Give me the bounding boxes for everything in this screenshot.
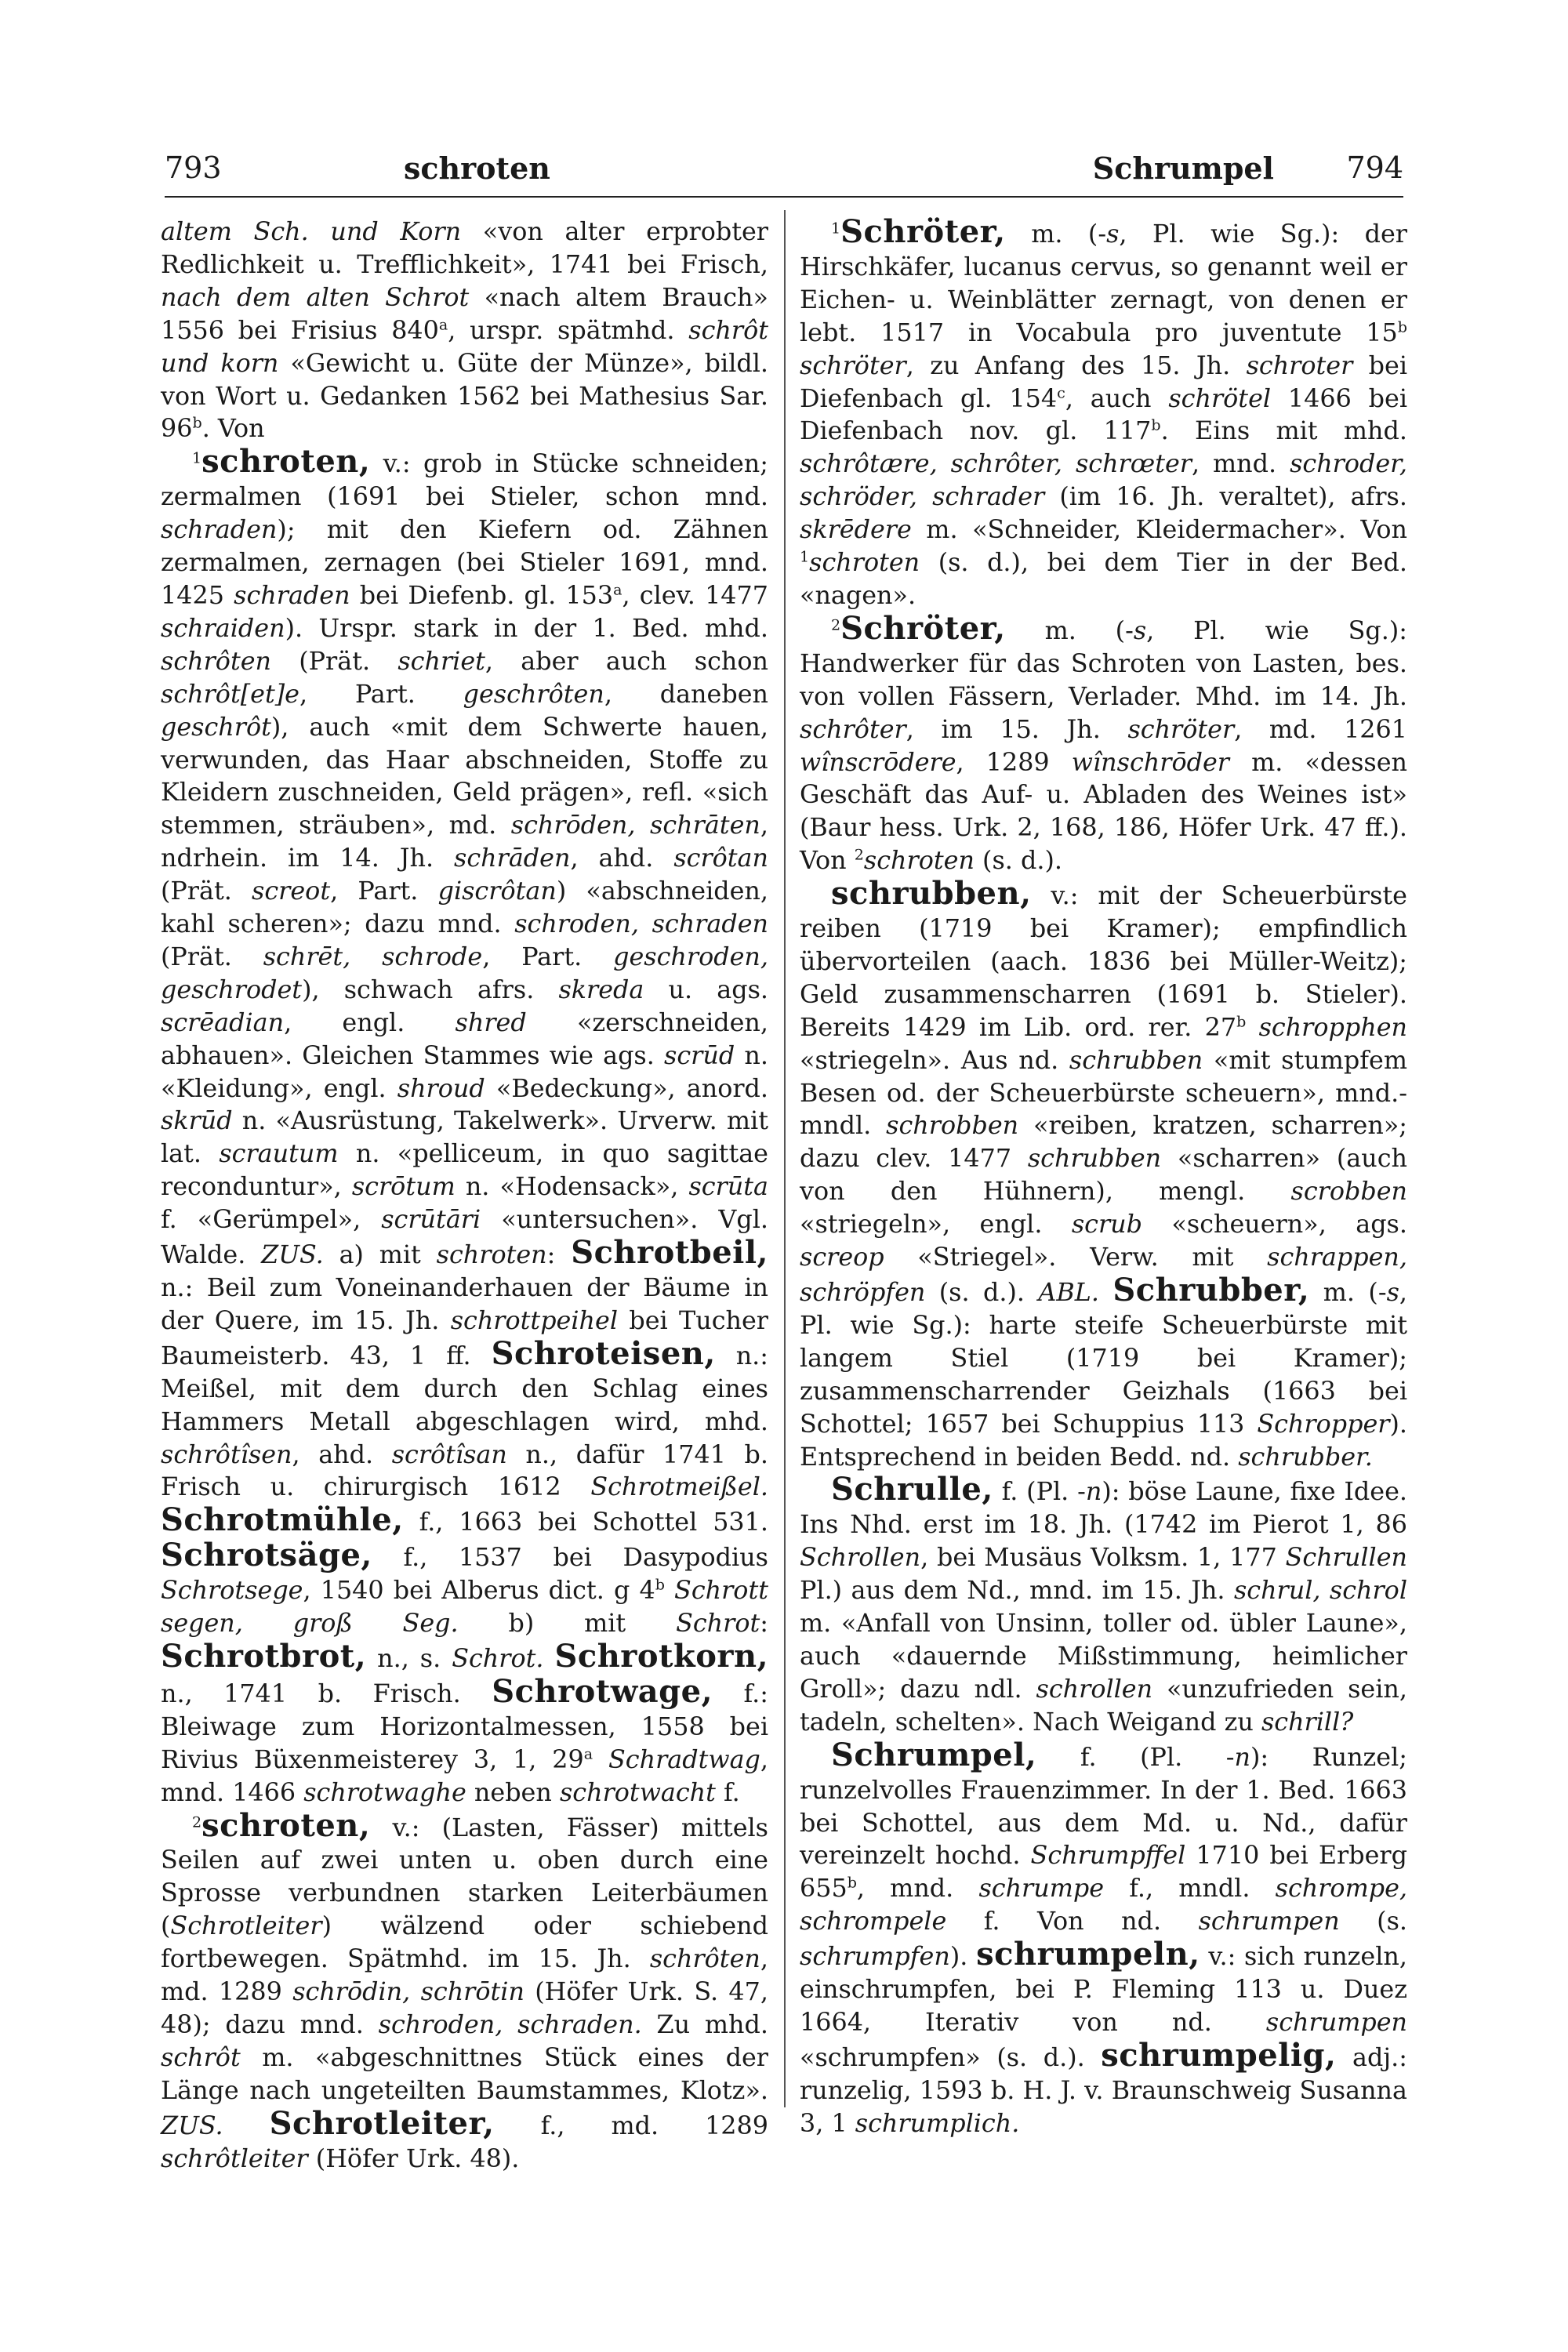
italic-text: scrôtan — [673, 844, 768, 873]
superscript: 1 — [800, 548, 810, 566]
text-fragment: , ndrhein. im 14. Jh. — [161, 811, 768, 873]
text-fragment: , Part. — [330, 877, 438, 906]
italic-text: schrôtære, schrôter, schrœter — [800, 449, 1192, 479]
italic-text: Schrollen — [800, 1543, 921, 1573]
italic-text: Schrot. — [452, 1643, 544, 1673]
text-fragment: (Prät. — [161, 877, 252, 906]
text-fragment: Zu mhd. — [641, 2009, 768, 2039]
page-number-right: 794 — [1346, 151, 1403, 185]
italic-text: schrumpfen — [800, 1942, 950, 1972]
italic-text: schrumpen — [1198, 1907, 1340, 1936]
text-fragment: f., md. 1289 — [494, 2111, 768, 2140]
text-fragment: n., s. — [366, 1643, 452, 1673]
headword: Schrubber, — [1112, 1272, 1310, 1308]
guide-word-right: Schrumpel — [1092, 151, 1274, 186]
italic-text: n — [1234, 1742, 1250, 1772]
italic-text: shroud — [397, 1073, 485, 1103]
italic-text: schrumpen — [1265, 2007, 1407, 2037]
headword: schrumpelig, — [1101, 2036, 1337, 2074]
text-fragment: , Part. — [299, 679, 463, 709]
text-fragment: , Pl. wie Sg.): der Hirschkäfer, lucanus cervus, so genannt weil er Eichen- u. Weinblätter zernagt, von denen er lebt. 1517 in Vocabula pro juventute 15 — [800, 220, 1407, 347]
text-fragment: : — [760, 1609, 768, 1639]
italic-text: schraiden — [161, 613, 285, 643]
text-fragment: (s. d.), bei dem Tier in der Bed. «nagen». — [800, 548, 1407, 610]
superscript: 2 — [192, 1813, 202, 1831]
italic-text: Schrotleiter — [170, 1911, 322, 1941]
text-fragment: bei Diefenb. gl. 153 — [350, 580, 614, 610]
text-fragment: Pl.) aus dem Nd., mnd. im 15. Jh. — [800, 1576, 1234, 1606]
text-fragment: ), schwach afrs. — [302, 975, 559, 1004]
text-fragment: n., dafür 1741 b. Frisch u. chirurgisch 1612 — [161, 1439, 768, 1502]
text-fragment: , engl. — [284, 1007, 456, 1037]
text-fragment: «Gewicht u. Güte der Münze», bildl. von Wort u. Gedanken 1562 bei Mathesius Sar. 96 — [161, 348, 768, 444]
page-number-left: 793 — [165, 151, 222, 185]
text-fragment: , Pl. wie Sg.): harte steife Scheuerbürste mit langem Stiel (1719 bei Kramer); zusammenscharrender Geizhals (1663 bei Schottel; 1657 bei Schuppius 113 — [800, 1278, 1407, 1439]
superscript: b — [847, 1874, 857, 1892]
superscript: b — [655, 1576, 665, 1594]
text-fragment: (Höfer Urk. S. 47, 48); dazu mnd. — [161, 1977, 768, 2039]
text-fragment: v.: mit der Scheuerbürste reiben (1719 bei Kramer); empfindlich übervorteilen (aach. 1836 bei Müller-Weitz); Geld zusammenscharren (1691 b. Stieler). Bereits 1429 im Lib. ord. rer. 27 — [800, 881, 1407, 1042]
text-fragment: «nach altem Brauch» 1556 bei Frisius 840 — [161, 282, 768, 345]
text-fragment: n. «Kleidung», engl. — [161, 1040, 768, 1103]
column-divider — [784, 210, 786, 2107]
headword: Schrotbrot, — [161, 1637, 367, 1675]
italic-text: geschrôten — [463, 679, 604, 709]
text-fragment: n.: Beil zum Voneinanderhauen der Bäume in der Quere, im 15. Jh. — [161, 1273, 768, 1335]
italic-text: nach dem alten Schrot — [161, 282, 470, 312]
text-fragment: ) «abschneiden, kahl scheren»; dazu mnd. — [161, 877, 768, 939]
entry-schrumpel — [800, 1736, 1408, 2140]
text-fragment: , daneben — [604, 679, 768, 709]
text-fragment: «scharren» (auch von den Hühnern), mengl. — [800, 1144, 1407, 1207]
superscript: a — [583, 1745, 593, 1763]
text-fragment: neben — [466, 1777, 560, 1807]
text-fragment: ): böse Laune, fixe Idee. Ins Nhd. erst im 18. Jh. (1742 im Pierot 1, 86 — [800, 1477, 1408, 1540]
italic-text: schroten — [863, 846, 975, 876]
italic-text: ABL. — [1038, 1278, 1099, 1307]
text-fragment: , auch — [1065, 383, 1169, 413]
italic-text: Schrotsege — [161, 1576, 303, 1606]
italic-text: schropphen — [1258, 1012, 1407, 1042]
entry-schroten-1 — [161, 445, 768, 1809]
entry-schrulle — [800, 1473, 1407, 1738]
italic-text: schrompe, schrompele — [800, 1874, 1408, 1936]
text-fragment: v.: grob in Stücke schneiden; zermalmen (1691 bei Stieler, schon mnd. — [161, 449, 768, 512]
italic-text: schrôter — [800, 714, 906, 744]
italic-text: skrēdere — [800, 515, 912, 545]
italic-text: schrôtîsen — [161, 1439, 292, 1469]
italic-text: schrāden — [454, 844, 571, 873]
superscript: 2 — [854, 846, 864, 864]
headword: Schrotwage, — [492, 1672, 713, 1710]
italic-text: Schrullen — [1285, 1543, 1407, 1573]
text-fragment: (Höfer Urk. 48). — [307, 2143, 520, 2173]
text-fragment: n. «pelliceum, in quo sagittae reconduntur», — [161, 1139, 768, 1202]
text-fragment: , mnd. — [1192, 449, 1290, 479]
italic-text: ZUS. — [161, 2111, 223, 2140]
italic-text: schriet — [397, 646, 485, 676]
entry-schroeter-1 — [800, 213, 1407, 612]
text-fragment: ). — [949, 1942, 977, 1972]
italic-text: schrollen — [1036, 1674, 1153, 1704]
text-fragment: , bei Musäus Volksm. 1, 177 — [920, 1543, 1286, 1573]
italic-text: schroten — [809, 548, 920, 578]
italic-text: schröter — [1127, 714, 1235, 744]
italic-text: schrubber. — [1238, 1442, 1373, 1472]
text-fragment: n. «Ausrüstung, Takelwerk». Urverw. mit lat. — [161, 1106, 768, 1169]
entry-continuation — [161, 216, 768, 445]
text-fragment: , md. 1289 — [161, 1944, 768, 2007]
italic-text: Schradtwag — [608, 1744, 760, 1774]
superscript: a — [613, 581, 622, 599]
italic-text: schrul, schrol — [1233, 1576, 1407, 1606]
superscript: b — [1397, 318, 1407, 336]
text-fragment: (s. d.). — [974, 846, 1062, 876]
italic-text: scrēadian — [161, 1007, 285, 1037]
italic-text: giscrôtan — [437, 877, 557, 906]
italic-text: wînschrōder — [1071, 747, 1229, 777]
text-fragment: «zerschneiden, abhauen». Gleichen Stammes wie ags. — [161, 1007, 768, 1070]
italic-text: schroder, schröder, schrader — [800, 449, 1407, 512]
text-fragment: , 1540 bei Alberus dict. g 4 — [303, 1576, 655, 1606]
superscript: 1 — [831, 220, 841, 238]
italic-text: schrotwaghe — [303, 1777, 466, 1807]
text-fragment: f.: Bleiwage zum Horizontalmessen, 1558 bei Rivius Büxenmeisterey 3, 1, 29 — [161, 1679, 768, 1774]
text-fragment: m. «Anfall von Unsinn, toller od. übler Laune», auch «dauernde Mißstimmung, heimlicher Groll»; dazu ndl. — [800, 1609, 1407, 1704]
text-fragment: , im 15. Jh. — [906, 714, 1128, 744]
entry-schroten-2 — [161, 1806, 768, 2176]
italic-text: scrūta — [688, 1172, 768, 1202]
column-left — [161, 216, 769, 2173]
italic-text: geschroden, geschrodet — [161, 942, 768, 1004]
italic-text: schrötel — [1168, 383, 1272, 413]
headword: Schrulle, — [831, 1471, 993, 1508]
headword: Schröter, — [840, 609, 1006, 647]
italic-text: screop — [800, 1243, 884, 1272]
italic-text: schrottpeihel — [450, 1305, 619, 1335]
text-fragment — [1246, 1013, 1258, 1042]
italic-text: schrēt, schrode — [263, 942, 483, 971]
text-fragment: 1466 bei Diefenbach nov. gl. 117 — [800, 383, 1407, 446]
italic-text: skrūd — [161, 1106, 233, 1136]
text-fragment: m. «Schneider, Kleidermacher». Von — [911, 515, 1407, 545]
text-fragment: bei Diefenbach gl. 154 — [800, 350, 1407, 413]
italic-text: skreda — [558, 975, 644, 1004]
italic-text: Schropper — [1257, 1409, 1390, 1439]
text-fragment: «striegeln». Aus nd. — [800, 1045, 1069, 1075]
text-fragment: (Prät. — [161, 942, 263, 971]
text-fragment — [593, 1745, 608, 1774]
italic-text: s — [1386, 1278, 1399, 1307]
superscript: 2 — [831, 616, 841, 634]
text-fragment: (Prät. — [271, 646, 398, 676]
superscript: b — [1236, 1013, 1247, 1031]
text-fragment: bei Tucher Baumeisterb. 43, 1 ff. — [161, 1305, 768, 1370]
text-fragment: n. «Hodensack», — [455, 1172, 689, 1202]
text-fragment: «scheuern», ags. — [1142, 1210, 1407, 1240]
text-fragment: f. «Gerümpel», — [161, 1205, 382, 1235]
text-fragment: «schrumpfen» (s. d.). — [800, 2042, 1102, 2072]
italic-text: schrumpe — [978, 1874, 1105, 1904]
text-fragment: (s. — [1339, 1907, 1408, 1936]
text-fragment: f. — [715, 1777, 740, 1807]
text-fragment: m. «dessen Geschäft das Auf- u. Abladen des Weines ist» (Baur hess. Urk. 2, 168, 186, Höfer Urk. 47 ff.). Von — [800, 747, 1407, 876]
text-fragment: , Pl. wie Sg.): Handwerker für das Schroten von Lasten, bes. von vollen Fässern, Verlader. Mhd. im 14. Jh. — [800, 615, 1408, 711]
italic-text: schröter — [800, 350, 906, 380]
text-fragment: f., 1663 bei Schottel 531. — [403, 1508, 768, 1537]
text-fragment: adj.: runzelig, 1593 b. H. J. v. Braunschweig Susanna 3, 1 — [800, 2042, 1407, 2138]
superscript: b — [192, 414, 202, 432]
italic-text: wînscrōdere — [800, 747, 956, 777]
text-fragment: m. (- — [1309, 1278, 1387, 1307]
italic-text: schroten — [436, 1240, 547, 1270]
italic-text: scrōtum — [351, 1172, 456, 1202]
headword: Schrotmühle, — [161, 1501, 404, 1539]
text-fragment: 1710 bei Erberg 655 — [800, 1841, 1407, 1904]
italic-text: schroden, schraden — [514, 909, 768, 939]
guide-word-left: schroten — [404, 151, 550, 186]
italic-text: schrumplich. — [855, 2108, 1020, 2138]
text-fragment: ); mit den Kiefern od. Zähnen zermalmen, zernagen (bei Stieler 1691, mnd. 1425 — [161, 515, 768, 610]
headword: Schrotkorn, — [554, 1637, 768, 1675]
text-fragment: n., 1741 b. Frisch. — [161, 1679, 492, 1708]
italic-text: s — [1133, 615, 1147, 645]
italic-text: screot — [252, 877, 331, 906]
italic-text: schrôt — [161, 2042, 241, 2072]
text-fragment — [223, 2111, 270, 2140]
text-fragment: a) mit — [323, 1240, 437, 1270]
italic-text: schrubben — [1069, 1045, 1203, 1075]
text-fragment: , ahd. — [292, 1439, 392, 1469]
text-fragment: , ahd. — [570, 844, 674, 873]
text-fragment: f., mndl. — [1104, 1874, 1276, 1904]
headword: Schroteisen, — [491, 1334, 716, 1372]
text-fragment: f. (Pl. - — [1036, 1742, 1235, 1772]
italic-text: schrappen, schröpfen — [800, 1243, 1407, 1307]
italic-text: scrūtāri — [381, 1205, 481, 1235]
text-fragment: b) mit — [458, 1609, 677, 1639]
text-fragment: «untersuchen». Vgl. Walde. — [161, 1205, 768, 1270]
italic-text: schroter — [1246, 350, 1353, 380]
headword: Schrotbeil, — [571, 1234, 768, 1272]
text-fragment — [544, 1644, 555, 1673]
text-fragment: : — [546, 1240, 572, 1270]
italic-text: scrautum — [219, 1139, 339, 1169]
italic-text: n — [1085, 1477, 1102, 1507]
italic-text: schrôt und korn — [161, 315, 768, 378]
italic-text: schraden — [161, 515, 278, 545]
italic-text: s — [1106, 220, 1120, 249]
headword: schroten, — [201, 443, 371, 481]
italic-text: shred — [455, 1007, 527, 1037]
text-fragment: u. ags. — [644, 975, 768, 1004]
headword: Schrotleiter, — [269, 2104, 495, 2142]
text-fragment: , Part. — [482, 942, 614, 971]
column-right — [800, 213, 1408, 2138]
italic-text: Schrot — [676, 1609, 760, 1639]
text-fragment: , urspr. spätmhd. — [448, 315, 689, 345]
text-fragment: «Bedeckung», anord. — [485, 1073, 768, 1103]
italic-text: schrôten — [161, 646, 272, 676]
text-fragment: , zu Anfang des 15. Jh. — [906, 350, 1247, 380]
text-fragment: m. «abgeschnittnes Stück eines der Länge nach ungeteilten Baumstammes, Klotz». — [161, 2042, 768, 2105]
text-fragment: m. (- — [1005, 615, 1134, 645]
headword: Schrotsäge, — [161, 1537, 372, 1574]
superscript: c — [1057, 383, 1065, 401]
italic-text: schrotwacht — [559, 1777, 716, 1807]
italic-text: schraden — [234, 580, 350, 610]
running-header — [165, 149, 1403, 198]
italic-text: geschrôt — [161, 712, 271, 742]
text-fragment — [665, 1576, 674, 1605]
text-fragment: , md. 1261 — [1234, 714, 1408, 744]
superscript: b — [1151, 416, 1161, 434]
italic-text: ZUS. — [261, 1240, 324, 1270]
entry-schroeter-2 — [800, 609, 1408, 877]
italic-text: schrôten — [649, 1944, 760, 1974]
italic-text: schrobben — [886, 1111, 1019, 1141]
text-fragment: n.: Meißel, mit dem durch den Schlag eines Hammers Metall abgeschlagen wird, mhd. — [161, 1341, 769, 1436]
text-fragment: ). Entsprechend in beiden Bedd. nd. — [800, 1409, 1407, 1472]
text-fragment: «Striegel». Verw. mit — [884, 1243, 1268, 1272]
headword: schroten, — [201, 1806, 371, 1844]
text-fragment: v.: sich runzeln, einschrumpfen, bei P. Fleming 113 u. Duez 1664, Iterativ von nd. — [800, 1942, 1407, 2037]
text-fragment: f. (Pl. - — [993, 1477, 1086, 1507]
superscript: a — [438, 316, 448, 334]
text-fragment: . Eins mit mhd. — [1160, 416, 1407, 446]
text-fragment: ) wälzend oder schiebend fortbewegen. Spätmhd. im 15. Jh. — [161, 1911, 768, 1974]
headword: schrubben, — [831, 875, 1032, 913]
text-fragment: «reiben, kratzen, scharren»; dazu clev. 1477 — [800, 1111, 1407, 1174]
text-fragment: m. (- — [1005, 220, 1107, 249]
text-fragment: , 1289 — [956, 747, 1072, 777]
text-fragment: , clev. 1477 — [622, 580, 768, 610]
text-fragment: , mnd. 1466 — [161, 1744, 768, 1807]
text-fragment: ): Runzel; runzelvolles Frauenzimmer. In der 1. Bed. 1663 bei Schottel, aus dem Md. u. Nd., dafür vereinzelt hochd. — [800, 1742, 1408, 1871]
italic-text: schrôt[et]e — [161, 679, 299, 709]
italic-text: Schrotmeißel. — [590, 1472, 768, 1502]
text-fragment — [1099, 1278, 1112, 1307]
italic-text: scrôtîsan — [391, 1439, 507, 1469]
text-fragment: f., 1537 bei Dasypodius — [372, 1543, 768, 1573]
text-fragment: (s. d.). — [925, 1278, 1039, 1307]
text-fragment: ). Urspr. stark in der 1. Bed. mhd. — [285, 613, 768, 643]
text-fragment: , aber auch schon — [485, 646, 768, 676]
italic-text: scrūd — [664, 1040, 735, 1070]
superscript: 1 — [192, 449, 202, 467]
text-fragment: , mnd. — [856, 1874, 979, 1904]
text-fragment: . Von — [201, 414, 265, 444]
entry-schrubben — [800, 877, 1407, 1473]
italic-text: schrōden, schrāten — [510, 811, 760, 840]
italic-text: Schrott segen, groß Seg. — [161, 1576, 768, 1639]
text-fragment: «mit stumpfem Besen od. der Scheuerbürste scheuern», mnd.-mndl. — [800, 1045, 1407, 1141]
text-fragment: «von alter erprobter Redlichkeit u. Trefflichkeit», 1741 bei Frisch, — [161, 217, 768, 279]
text-fragment: «striegeln», engl. — [800, 1210, 1072, 1240]
headword: Schrumpel, — [831, 1736, 1037, 1773]
italic-text: schroden, schraden. — [378, 2009, 642, 2039]
headword: schrumpeln, — [976, 1936, 1200, 1973]
italic-text: schrubben — [1027, 1144, 1162, 1174]
text-fragment: (im 16. Jh. veraltet), afrs. — [1044, 482, 1407, 512]
italic-text: schrōdin, schrōtin — [292, 1977, 524, 2007]
text-fragment: f. Von nd. — [946, 1907, 1199, 1936]
italic-text: Schrumpffel — [1030, 1841, 1186, 1871]
italic-text: altem Sch. und Korn — [161, 217, 462, 246]
italic-text: schrôtleiter — [161, 2143, 308, 2173]
headword: Schröter, — [840, 213, 1006, 250]
italic-text: schrill? — [1261, 1707, 1354, 1737]
text-fragment: «unzufrieden sein, tadeln, schelten». Nach Weigand zu — [800, 1674, 1407, 1737]
text-fragment: ), auch «mit dem Schwerte hauen, verwunden, das Haar abschneiden, Stoffe zu Kleidern zuschneiden, Geld prägen», refl. «sich stemmen, sträuben», md. — [161, 712, 768, 840]
italic-text: scrobben — [1290, 1177, 1407, 1207]
text-fragment: v.: (Lasten, Fässer) mittels Seilen auf zwei unten u. oben durch eine Sprosse verbundnen starken Leiterbäumen ( — [161, 1813, 768, 1941]
italic-text: scrub — [1071, 1210, 1143, 1240]
